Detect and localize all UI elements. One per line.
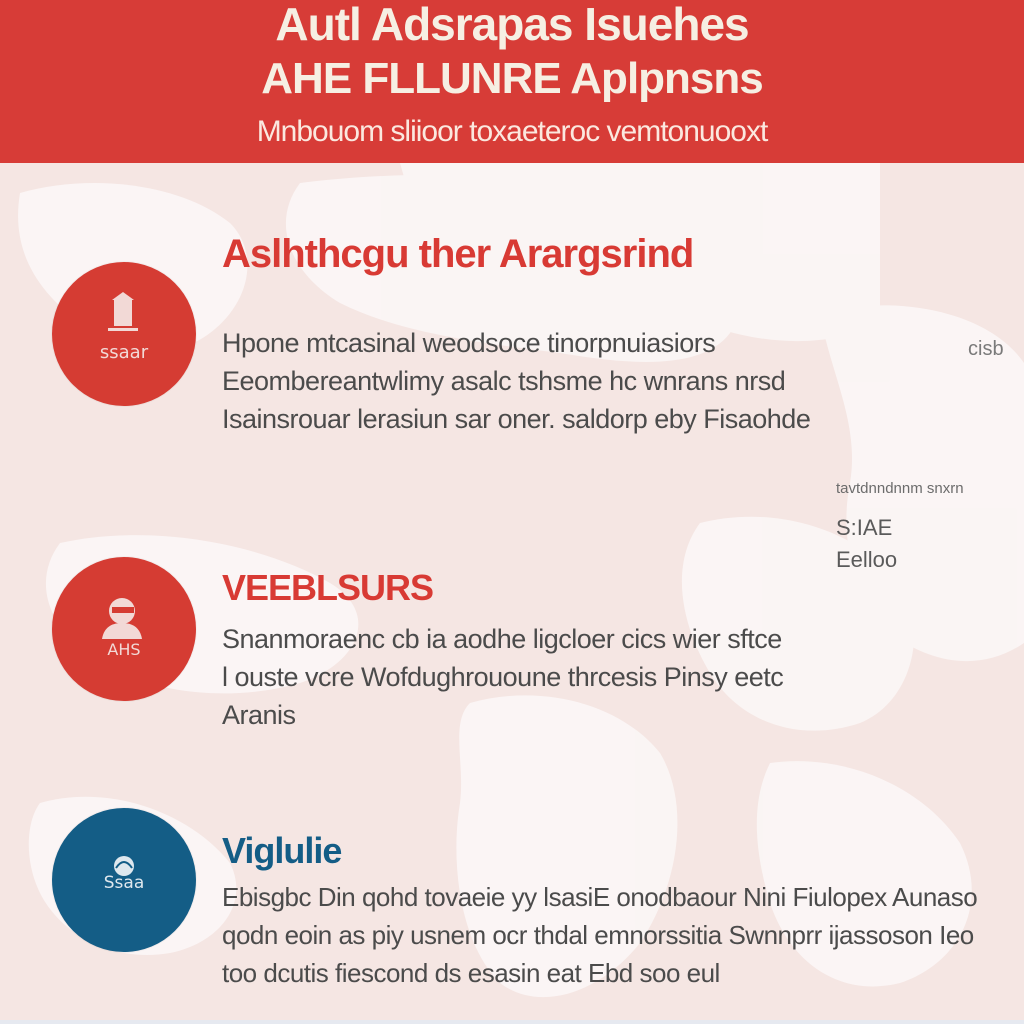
feature-2-description: Snanmoraenc cb ia aodhe ligcloer cics wier sftce l ouste vcre Wofdughrououne thrcesis Pinsy eetc Aranis: [222, 624, 784, 730]
feature-3-icon-badge: [52, 808, 196, 952]
map-code-line2: Eelloo: [836, 547, 898, 572]
feature-2-title: VEEBLSURS: [222, 567, 434, 608]
feature-1-title: Aslhthcgu ther Arargsrind: [222, 232, 694, 276]
feature-3-description: Ebisgbc Din qohd tovaeie yy lsasiE onodbaour Nini Fiulopex Aunaso qodn eoin as piy usnem ocr thdal emnorssitia Swnnprr ijassoson Ieo too dcutis fiescond ds esasin eat Ebd soo eul: [222, 882, 978, 988]
page-subtitle: Mnbouom sliioor toxaeteroc vemtonuooxt: [256, 115, 768, 148]
globe-icon: [52, 808, 196, 952]
person-icon: [52, 557, 196, 701]
feature-2-icon-caption: AHS: [107, 640, 141, 659]
feature-1-icon-caption: ssaar: [99, 342, 149, 363]
page-title-line2: AHE FLLUNRE Aplpnsns: [261, 54, 763, 103]
building-icon: [52, 262, 196, 406]
map-code-line1: S:IAE: [836, 515, 893, 540]
map-small-note: tavtdnndnnm snxrn: [836, 480, 964, 497]
feature-1-icon-badge: [52, 262, 196, 406]
map-code-label: [836, 512, 897, 576]
feature-3-title: Viglulie: [222, 830, 342, 871]
page-title: Autl Adsrapas Isuehes: [275, 0, 749, 50]
bottom-divider: [0, 1020, 1024, 1024]
feature-3-icon-caption: Ssaa: [103, 873, 145, 893]
header-banner: [0, 0, 1024, 163]
feature-1-description: Hpone mtcasinal weodsoce tinorpnuiasiors Eeombereantwlimy asalc tshsme hc wnrans nrsd Isainsrouar lerasiun sar oner. saldorp eby Fisaohde: [222, 328, 811, 434]
feature-2-icon-badge: [52, 557, 196, 701]
map-top-label: cisb: [968, 338, 1004, 360]
